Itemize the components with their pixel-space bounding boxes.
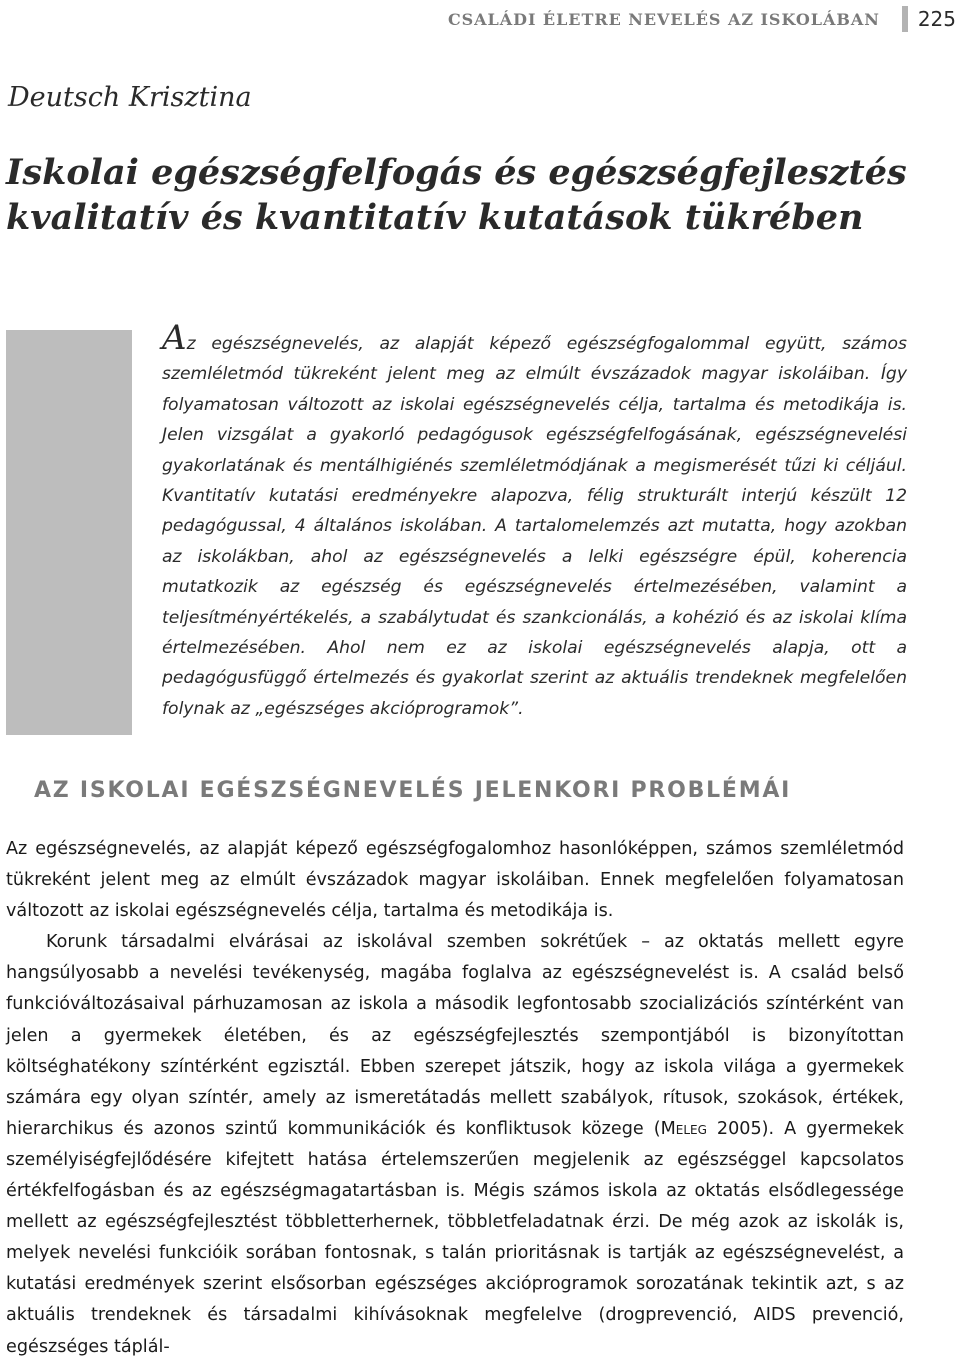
running-title: CSALÁDI ÉLETRE NEVELÉS AZ ISKOLÁBAN (447, 9, 880, 29)
header-divider (902, 6, 908, 32)
author-name: Deutsch Krisztina (8, 82, 252, 113)
title-line-2: kvalitatív és kvantitatív kutatások tükrében (6, 197, 864, 238)
section-heading: AZ ISKOLAI EGÉSZSÉGNEVELÉS JELENKORI PROBLÉMÁI (34, 778, 792, 803)
citation-author: Meleg (660, 1118, 707, 1139)
abstract (162, 318, 907, 724)
article-title (6, 150, 946, 240)
body-paragraph-2-part-2: 2005). A gyermekek személyiségfejlődésére kifejtett hatása értelemszerűen megjelenik az egészséggel kapcsolatos értékfelfogásban és az egészségmagatartásban is. Mégis számos iskola az oktatás elsődlegessége mellett az egészségfejlesztést többletterhernek, többletfeladatnak érzi. De még azok az iskolák is, melyek nevelési funkcióik sorában fontosnak, s talán prioritásnak is tartják az egészségnevelést, a kutatási eredmények szerint elsősorban egészséges akcióprogramok sorozatának tekintik azt, s az aktuális trendeknek és társadalmi kihívásoknak megfelelve (drogprevenció, AIDS prevenció, egészséges táplál- (6, 1118, 904, 1357)
title-line-1: Iskolai egészségfelfogás és egészségfejlesztés (6, 152, 907, 193)
abstract-side-bar (6, 330, 132, 735)
abstract-drop-initial: A (162, 318, 187, 358)
running-header (448, 6, 960, 32)
body-paragraph-2-part-1: Korunk társadalmi elvárásai az iskolával szemben sokrétűek – az oktatás mellett egyre hangsúlyosabb a nevelési tevékenység, magába foglalva az egészségnevelést is. A család belső funkcióváltozásaival párhuzamosan az iskola a második legfontosabb szocializációs színtérként van jelen a gyermekek életében, és az egészségfejlesztés szempontjából is bizonyítottan költséghatékony színtérként egzisztál. Ebben szerepet játszik, hogy az iskola világa a gyermekek számára egy olyan színtér, amely az ismeretátadás mellett szabályok, rítusok, szokások, értékek, hierarchikus és azonos szintű kommunikációk és konfliktusok közege ( (6, 932, 904, 1139)
body-paragraph-1: Az egészségnevelés, az alapját képező egészségfogalomhoz hasonlóképpen, számos szemléletmód tükreként jelent meg az elmúlt évszázadok magyar iskoláiban. Ennek megfelelően folyamatosan változott az iskolai egészségnevelés célja, tartalma és metodikája is. (6, 839, 904, 922)
body-text (6, 834, 904, 1363)
abstract-text: z egészségnevelés, az alapját képező egészségfogalommal együtt, számos szemléletmód tükreként jelent meg az elmúlt évszázadok magyar iskoláiban. Így folyamatosan változott az iskolai egészségnevelés célja, tartalma és metodikája is. Jelen vizsgálat a gyakorló pedagógusok egészségfelfogásának, egészségnevelési gyakorlatának és mentálhigiénés szemléletmódjának a megismerését tűzi ki céljául. Kvantitatív kutatási eredményekre alapozva, félig strukturált interjú készült 12 pedagógussal, 4 általános iskolában. A tartalomelemzés azt mutatta, hogy azokban az iskolákban, ahol az egészségnevelés a lelki egészségre épül, koherencia mutatkozik az egészség és egészségnevelés értelmezésében, valamint a teljesítményértékelés, a szabálytudat és szankcionálás, a kohézió és az iskolai klíma értelmezésében. Ahol nem ez az iskolai egészségnevelés alapja, ott a pedagógusfüggő értelmezés és gyakorlat szerint az aktuális trendeknek megfelelően folynak az „egészséges akcióprogramok”. (162, 334, 907, 719)
body-paragraph-2 (6, 927, 904, 1362)
page-number: 225 (917, 7, 956, 31)
